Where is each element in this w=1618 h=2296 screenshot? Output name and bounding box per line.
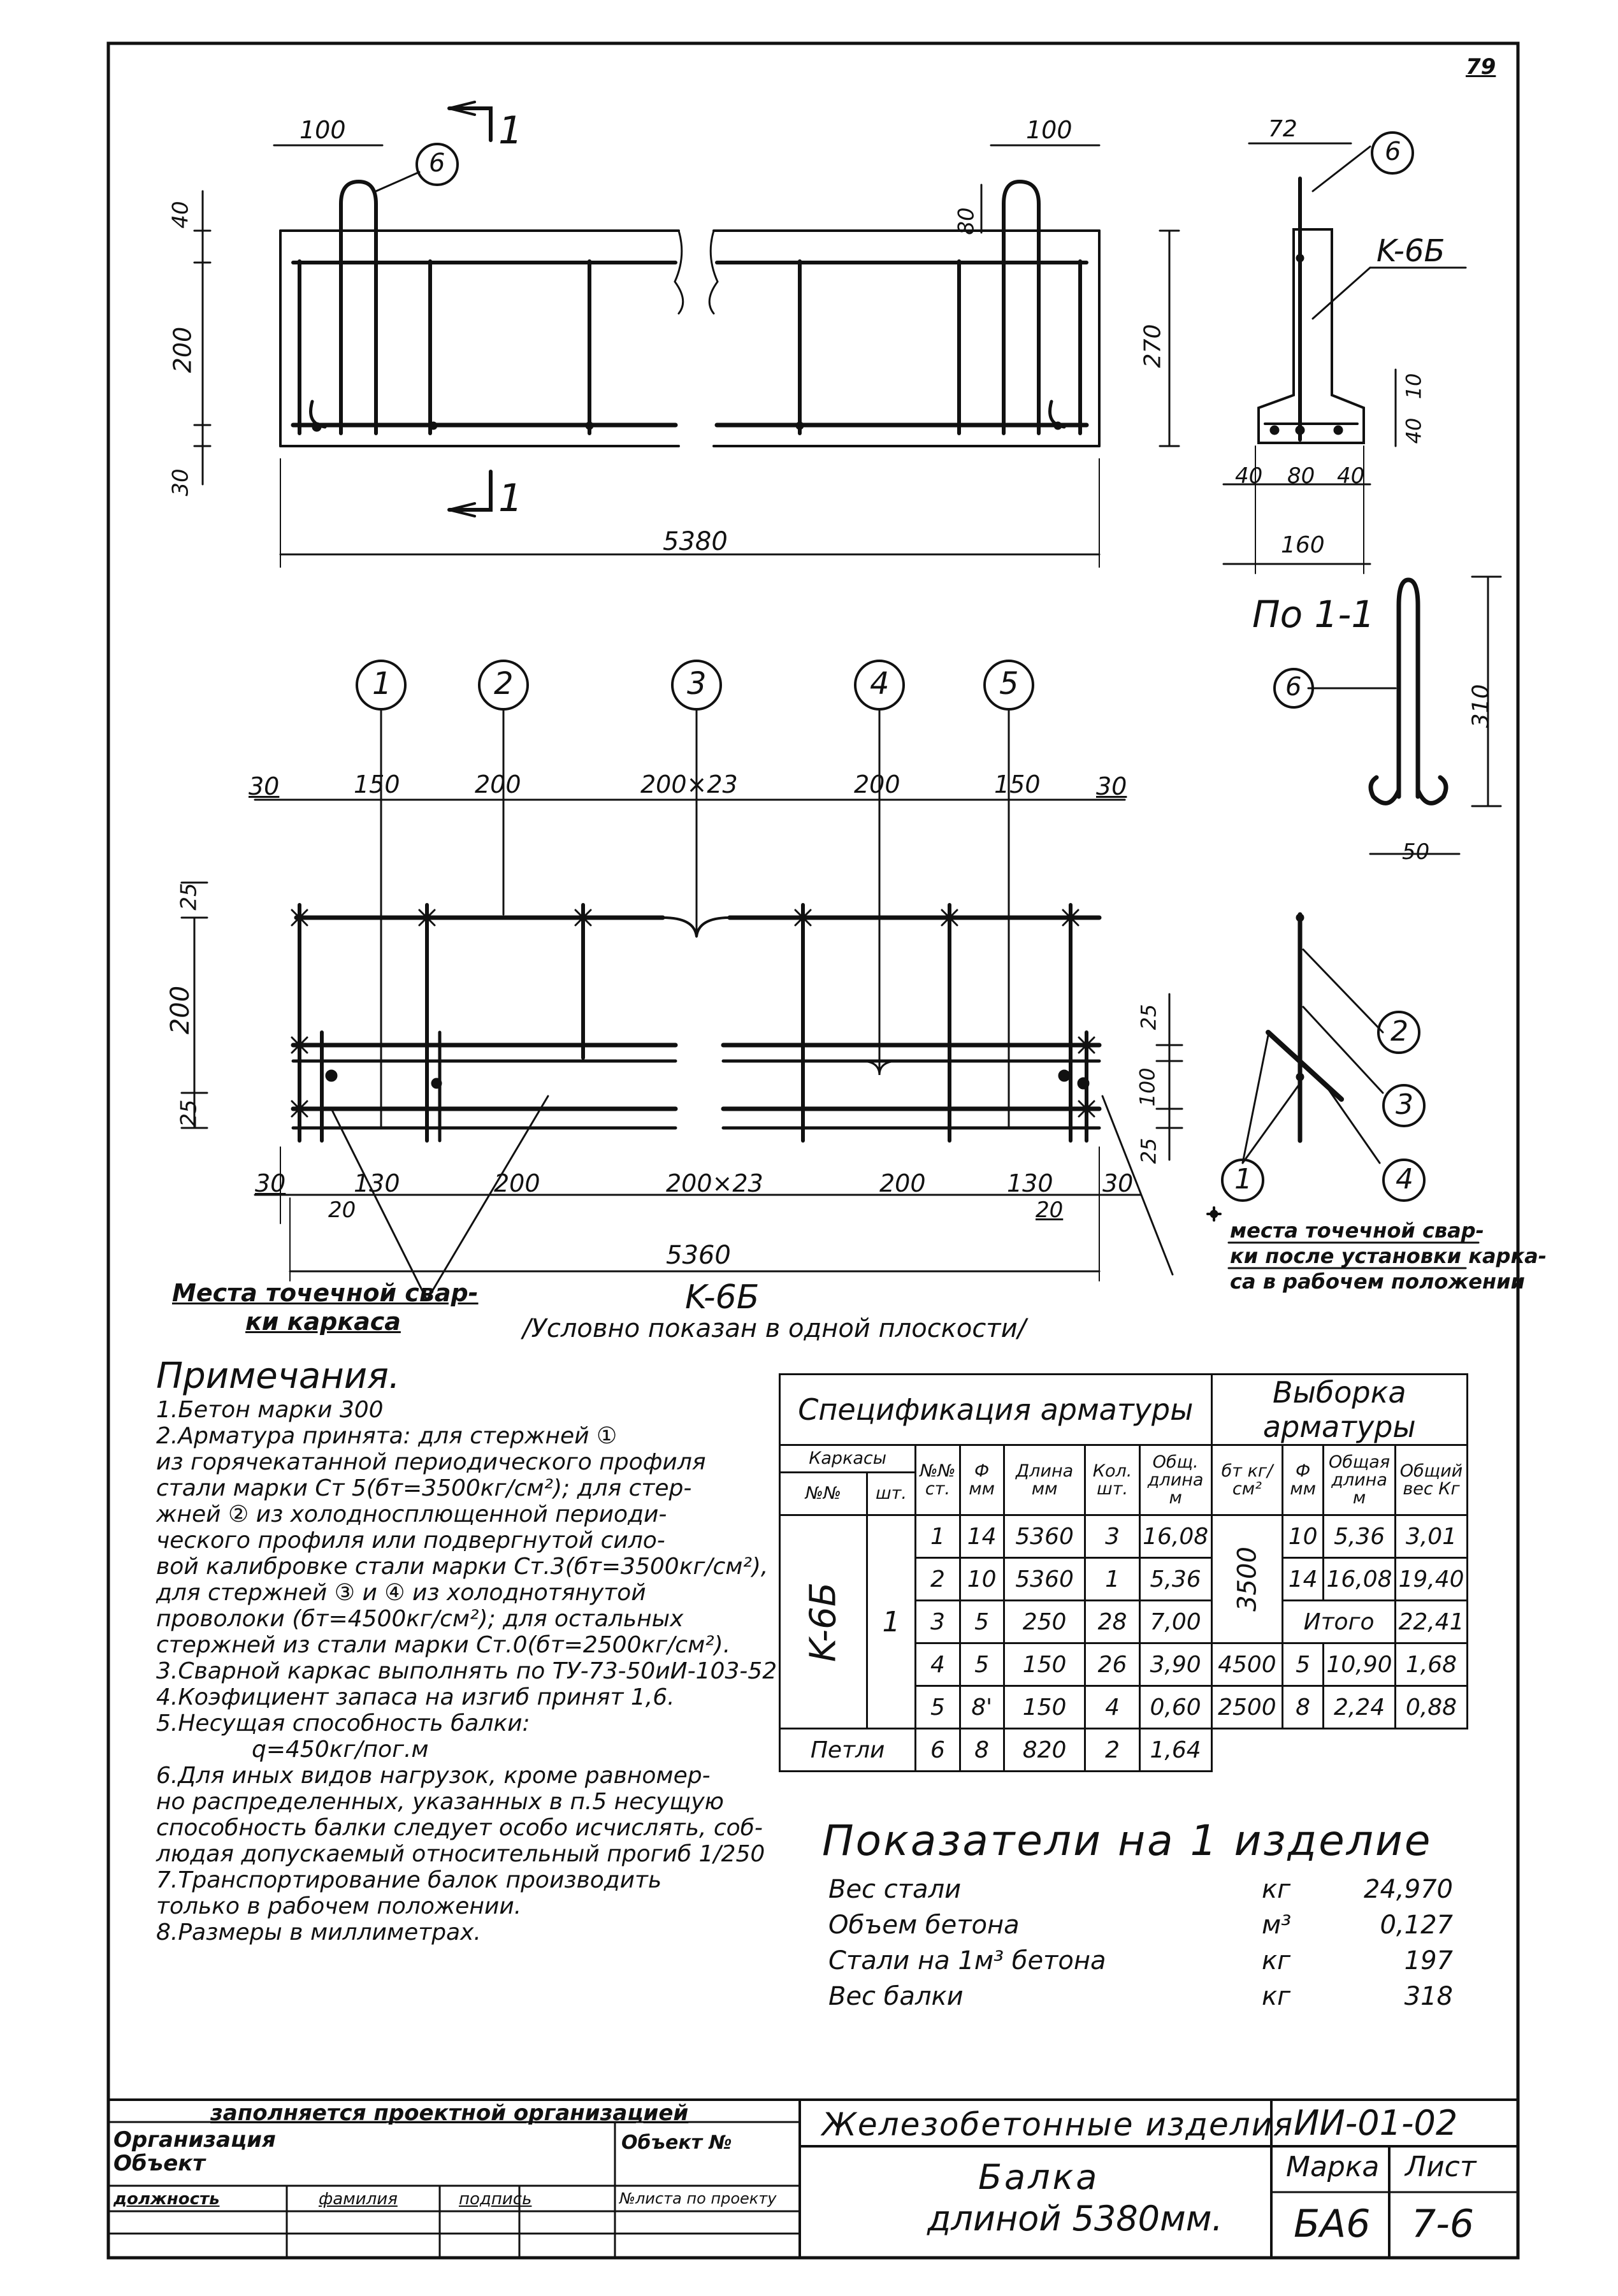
note-line: для стержней ③ и ④ из холоднотянутой [156, 1580, 646, 1606]
dim-row1: 30 [1096, 772, 1127, 800]
cell: 26 [1085, 1643, 1139, 1686]
cell: 4 [1085, 1686, 1139, 1729]
beam-elevation [194, 102, 1179, 567]
notes [156, 1355, 777, 1946]
frame-cell: K-6Б [780, 1515, 867, 1729]
spec-title: Спецификация арматуры [780, 1375, 1212, 1445]
dim-side-left: 25 [176, 1099, 202, 1127]
tb-list-label: Лист [1405, 2151, 1477, 2183]
dim-b40b: 40 [1337, 463, 1365, 489]
section-callout-2: 2 [1390, 1015, 1408, 1048]
cell: 5,36 [1324, 1515, 1396, 1558]
dim-row2: 200×23 [666, 1169, 763, 1197]
cell: 6 [916, 1729, 960, 1772]
cell: 0,88 [1395, 1686, 1467, 1729]
section-title: По 1-1 [1252, 593, 1375, 636]
section-callout-4: 4 [1396, 1163, 1413, 1195]
section-mark-bottom: 1 [498, 476, 523, 521]
dim-row1: 200 [854, 770, 900, 798]
note-line: способность балки следует особо исчислять, соб- [156, 1815, 763, 1841]
cell: 14 [960, 1515, 1004, 1558]
dim-5380: 5380 [663, 527, 728, 556]
note-line: q=450кг/пог.м [252, 1736, 429, 1763]
cell: 820 [1004, 1729, 1085, 1772]
cell: 5 [1283, 1643, 1324, 1686]
petli-label: Петли [780, 1729, 916, 1772]
dim-row1: 200×23 [640, 770, 738, 798]
cell: 3 [1085, 1515, 1139, 1558]
section-mark-top: 1 [498, 108, 523, 153]
callout-2: 2 [494, 666, 514, 702]
itogo-label: Итого [1283, 1601, 1396, 1643]
cell: 5360 [1004, 1558, 1085, 1601]
note-line: 3.Сварной каркас выполнять по ТУ-73-50иИ-103-52 [156, 1658, 777, 1684]
cell: 3 [916, 1601, 960, 1643]
note-line: жней ② из холодносплющенной периоди- [156, 1501, 667, 1527]
indicator-label: Вес стали [828, 1875, 962, 1904]
note-line: 2.Арматура принята: для стержней ① [156, 1423, 618, 1449]
note-line: вой калибровке стали марки Ст.3(бт=3500кг/см²), [156, 1554, 769, 1580]
indicator-label: Вес балки [828, 1982, 964, 2011]
hdr-weight: Общий вес Кг [1395, 1445, 1467, 1515]
hdr-nn: №№ [780, 1473, 867, 1515]
dim-row2: 130 [354, 1169, 400, 1197]
note-line: 4.Коэфициент запаса на изгиб принят 1,6. [156, 1684, 675, 1710]
dim-side-right: 100 [1135, 1067, 1160, 1107]
weld-note-right: са в рабочем положении [1230, 1269, 1525, 1294]
cell: 3,90 [1139, 1643, 1211, 1686]
dim-row1: 150 [354, 770, 400, 798]
tb-org: Организация [113, 2127, 276, 2153]
dim-row1: 30 [249, 772, 280, 800]
dim-40-left: 40 [168, 201, 194, 229]
tb-sheet-no: №листа по проекту [619, 2190, 777, 2207]
cell: 8 [960, 1729, 1004, 1772]
tb-obj-no: Объект № [621, 2132, 732, 2154]
cell: 2 [1085, 1729, 1139, 1772]
cell: 2 [916, 1558, 960, 1601]
cell: 150 [1004, 1643, 1085, 1686]
notes-heading: Примечания. [156, 1355, 400, 1397]
tb-marka: БА6 [1294, 2202, 1371, 2246]
indicator-unit: м³ [1262, 1910, 1292, 1940]
dim-10: 10 [1401, 373, 1426, 400]
section-callout-1: 1 [1234, 1163, 1252, 1195]
cell: 5 [916, 1686, 960, 1729]
spec-table [779, 1373, 1468, 1772]
sigma-3500: 3500 [1211, 1515, 1283, 1643]
tb-product-type: Железобетонные изделия [822, 2106, 1294, 2143]
tb-obj: Объект [113, 2151, 206, 2176]
dim-row2: 30 [255, 1169, 286, 1197]
weld-note-right: ки после установки карка- [1230, 1244, 1547, 1268]
callout-4: 4 [870, 666, 890, 702]
cell: 4500 [1211, 1643, 1283, 1686]
callout-1: 1 [372, 666, 392, 702]
dim-72: 72 [1268, 116, 1297, 142]
indicator-value: 0,127 [1380, 1910, 1453, 1940]
hdr-karkasy: Каркасы [780, 1445, 916, 1473]
dim-b40a: 40 [1235, 463, 1263, 489]
cell: 0,60 [1139, 1686, 1211, 1729]
cell: 4 [916, 1643, 960, 1686]
tb-position: должность [113, 2190, 220, 2209]
cell: 5360 [1004, 1515, 1085, 1558]
dim-row1: 200 [475, 770, 521, 798]
page-number: 79 [1466, 54, 1496, 80]
cell: 16,08 [1324, 1558, 1396, 1601]
section-callout-3: 3 [1396, 1088, 1413, 1121]
dim-5360: 5360 [666, 1241, 731, 1270]
cell: 5 [960, 1643, 1004, 1686]
cross-section [1224, 133, 1466, 574]
itogo-value: 22,41 [1395, 1601, 1467, 1643]
indicators-title: Показатели на 1 изделие [822, 1816, 1433, 1865]
dim-40-right: 40 [1401, 417, 1426, 444]
dim-20-right: 20 [1036, 1197, 1064, 1223]
dim-row2: 200 [879, 1169, 926, 1197]
callout-6-section: 6 [1385, 137, 1401, 166]
indicator-value: 197 [1404, 1946, 1453, 1975]
cell: 10,90 [1324, 1643, 1396, 1686]
hdr-nst: №№ ст. [916, 1445, 960, 1515]
dim-b80: 80 [1287, 463, 1315, 489]
cell: 250 [1004, 1601, 1085, 1643]
dim-30-left: 30 [168, 468, 194, 496]
tb-name-1: Балка [978, 2157, 1100, 2197]
cell: 28 [1085, 1601, 1139, 1643]
cell: 2500 [1211, 1686, 1283, 1729]
cell: 1 [1085, 1558, 1139, 1601]
dim-100-right: 100 [1026, 116, 1073, 144]
dim-50: 50 [1402, 839, 1430, 865]
note-line: 1.Бетон марки 300 [156, 1397, 384, 1423]
dim-310: 310 [1468, 684, 1494, 728]
dim-200-left: 200 [168, 326, 197, 373]
hdr-sigma: бт кг/см² [1211, 1445, 1283, 1515]
empty-cell [1211, 1729, 1467, 1772]
hdr-length: Длина мм [1004, 1445, 1085, 1515]
weld-note-right: места точечной свар- [1230, 1218, 1484, 1243]
cell: 1,64 [1139, 1729, 1211, 1772]
indicator-unit: кг [1262, 1982, 1291, 2011]
dim-row2: 30 [1102, 1169, 1134, 1197]
note-line: 6.Для иных видов нагрузок, кроме равномер- [156, 1763, 711, 1789]
indicators-table [822, 1872, 1453, 2014]
note-line: ческого профиля или подвергнутой сило- [156, 1527, 665, 1554]
tb-marka-label: Марка [1286, 2151, 1380, 2183]
hdr-total-len2: Общая длина м [1324, 1445, 1396, 1515]
note-line: 7.Транспортирование балок производить [156, 1867, 662, 1893]
weld-note-left: Места точечной свар- [172, 1279, 479, 1307]
hdr-phi2: Ф мм [1283, 1445, 1324, 1515]
cell: 8 [1283, 1686, 1324, 1729]
cell: 5 [960, 1601, 1004, 1643]
cell: 8' [960, 1686, 1004, 1729]
indicators [822, 1816, 1472, 2014]
dim-side-right: 25 [1136, 1004, 1161, 1030]
note-line: но распределенных, указанных в п.5 несущую [156, 1789, 724, 1815]
callout-6-elevation: 6 [429, 148, 445, 178]
frame-qty: 1 [867, 1515, 916, 1729]
frame-caption: /Условно показан в одной плоскости/ [523, 1314, 1027, 1343]
indicator-label: Стали на 1м³ бетона [828, 1946, 1106, 1975]
cell: 2,24 [1324, 1686, 1396, 1729]
note-line: стержней из стали марки Ст.0(бт=2500кг/см²). [156, 1632, 731, 1658]
dim-270: 270 [1139, 324, 1166, 368]
tb-filled-by: заполняется проектной организацией [210, 2100, 689, 2126]
note-line: только в рабочем положении. [156, 1893, 522, 1919]
cell: 1,68 [1395, 1643, 1467, 1686]
tb-surname: фамилия [319, 2190, 398, 2209]
hdr-qty: Кол. шт. [1085, 1445, 1139, 1515]
weld-note-left: ки каркаса [245, 1308, 401, 1336]
indicator-label: Объем бетона [828, 1910, 1020, 1940]
indicator-unit: кг [1262, 1946, 1291, 1975]
callout-6-hook: 6 [1285, 672, 1302, 702]
dim-100-left: 100 [300, 116, 346, 144]
hdr-total-len: Общ. длина м [1139, 1445, 1211, 1515]
k6b-label: K-6Б [1376, 233, 1445, 269]
dim-80: 80 [953, 207, 979, 235]
note-line: 8.Размеры в миллиметрах. [156, 1919, 481, 1946]
cell: 10 [1283, 1515, 1324, 1558]
frame-name: K-6Б [685, 1278, 760, 1317]
indicator-unit: кг [1262, 1875, 1291, 1904]
dim-20-left: 20 [328, 1197, 356, 1223]
dim-160: 160 [1281, 532, 1325, 558]
dim-row1: 150 [994, 770, 1041, 798]
dim-row2: 200 [494, 1169, 540, 1197]
callout-3: 3 [687, 666, 707, 702]
note-line: стали марки Ст 5(бт=3500кг/см²); для стер- [156, 1475, 692, 1501]
tb-name-2: длиной 5380мм. [927, 2199, 1223, 2239]
dim-side-left: 200 [166, 985, 196, 1035]
cell: 5,36 [1139, 1558, 1211, 1601]
vyborka-title: Выборка арматуры [1211, 1375, 1467, 1445]
cell: 14 [1283, 1558, 1324, 1601]
note-line: из горячекатанной периодического профиля [156, 1449, 706, 1475]
note-line: людая допускаемый относительный прогиб 1/250 [156, 1841, 765, 1867]
dim-side-left: 25 [176, 883, 202, 911]
callout-5: 5 [999, 666, 1019, 702]
indicator-value: 318 [1404, 1982, 1453, 2011]
hdr-sht: шт. [867, 1473, 916, 1515]
cell: 3,01 [1395, 1515, 1467, 1558]
hdr-phi: Ф мм [960, 1445, 1004, 1515]
cell: 16,08 [1139, 1515, 1211, 1558]
dim-row2: 130 [1007, 1169, 1053, 1197]
tb-list: 7-6 [1412, 2202, 1474, 2246]
cell: 150 [1004, 1686, 1085, 1729]
tb-series: ИИ-01-02 [1294, 2103, 1458, 2143]
cell: 19,40 [1395, 1558, 1467, 1601]
note-line: проволоки (бт=4500кг/см²); для остальных [156, 1606, 684, 1632]
dim-side-right: 25 [1136, 1137, 1161, 1164]
tb-signature: подпись [459, 2190, 532, 2209]
note-line: 5.Несущая способность балки: [156, 1710, 530, 1736]
cell: 7,00 [1139, 1601, 1211, 1643]
indicator-value: 24,970 [1364, 1875, 1453, 1904]
cell: 1 [916, 1515, 960, 1558]
cell: 10 [960, 1558, 1004, 1601]
